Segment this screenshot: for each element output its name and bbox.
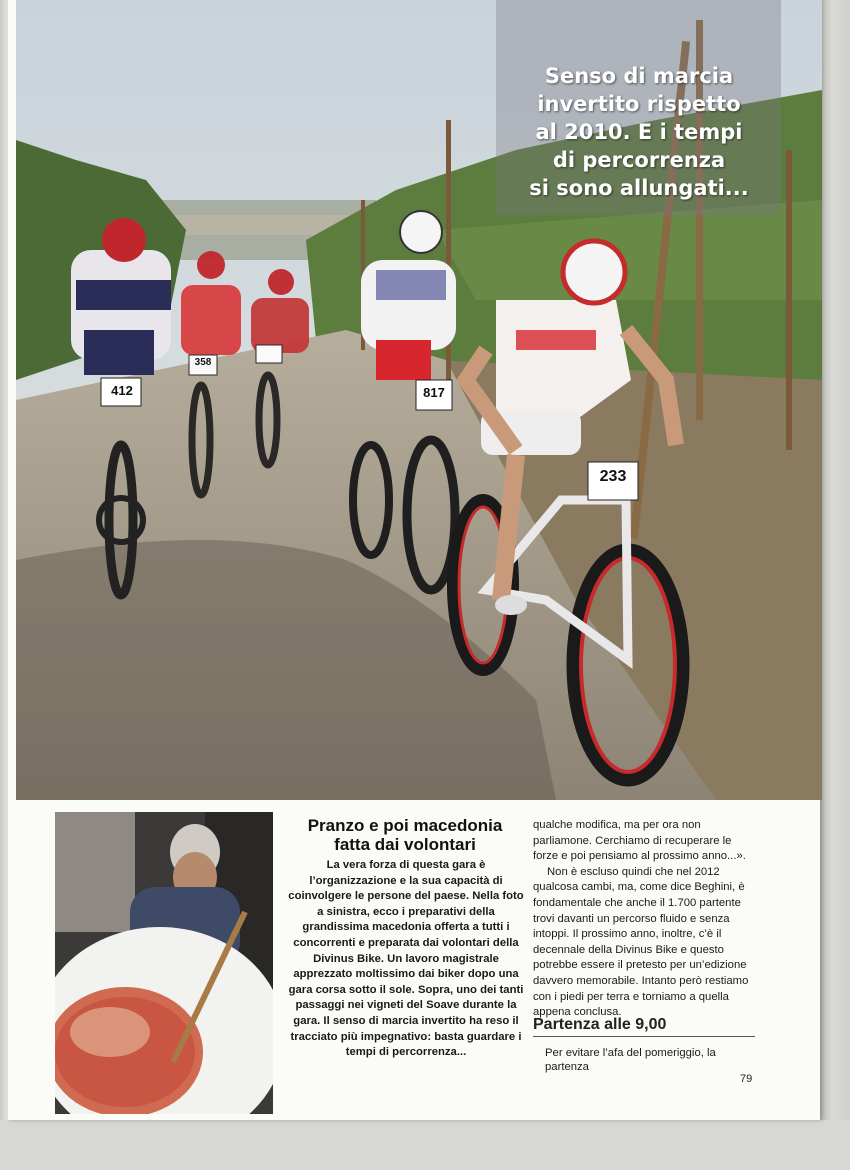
- box-title: Pranzo e poi macedonia fatta dai volontari: [307, 816, 503, 854]
- scanner-bed: [0, 1120, 850, 1170]
- photo-headline: Senso di marcia invertito rispetto al 2010. E i tempi di percorrenza si sono allungati...: [529, 64, 749, 200]
- article-paragraph: Non è escluso quindi che nel 2012 qualcosa cambi, ma, come dice Beghini, è fondamentale che anche il 1.700 partente trovi davanti un percorso fluido e senza intoppi. Il prossimo anno, inoltre, c’è il decennale della Divinus Bike e questo potrebbe essere il pretesto per un’edizione davvero memorabile. Intanto però restiamo con i piedi per terra e torniamo a quella appena conclusa.: [533, 865, 749, 1019]
- main-photo-cyclists: [16, 0, 822, 800]
- scanner-edge: [820, 0, 850, 1170]
- article-column: [533, 818, 755, 1021]
- article-paragraph: qualche modifica, ma per ora non parliamone. Cerchiamo di recuperare le forze e poi pensiamo al prossimo anno...».: [533, 819, 746, 863]
- section-heading: Partenza alle 9,00: [533, 1015, 755, 1037]
- bib-number: 412: [111, 383, 133, 398]
- inset-photo-macedonia: [55, 812, 273, 1114]
- page-number: 79: [740, 1073, 753, 1085]
- box-caption-text: La vera forza di questa gara è l’organizzazione e la sua capacità di coinvolgere le persone del paese. Nella foto a sinistra, ecco i preparativi della grandissima macedonia offerta a tutti i concorrenti e preparata dai volontari della Divinus Bike. Un lavoro magistrale apprezzato moltissimo dai biker dopo una gara corsa sotto il sole. Sopra, uno dei tanti passaggi nei vigneti del Soave durante la gara. Il senso di marcia invertito ha reso il tracciato più impegnativo: basta guardare i tempi di percorrenza...: [288, 859, 524, 1059]
- section-text: Per evitare l’afa del pomeriggio, la partenza: [545, 1047, 716, 1073]
- bib-number: 817: [423, 385, 445, 400]
- bib-number: 233: [599, 468, 627, 485]
- bib-number: 358: [194, 357, 212, 368]
